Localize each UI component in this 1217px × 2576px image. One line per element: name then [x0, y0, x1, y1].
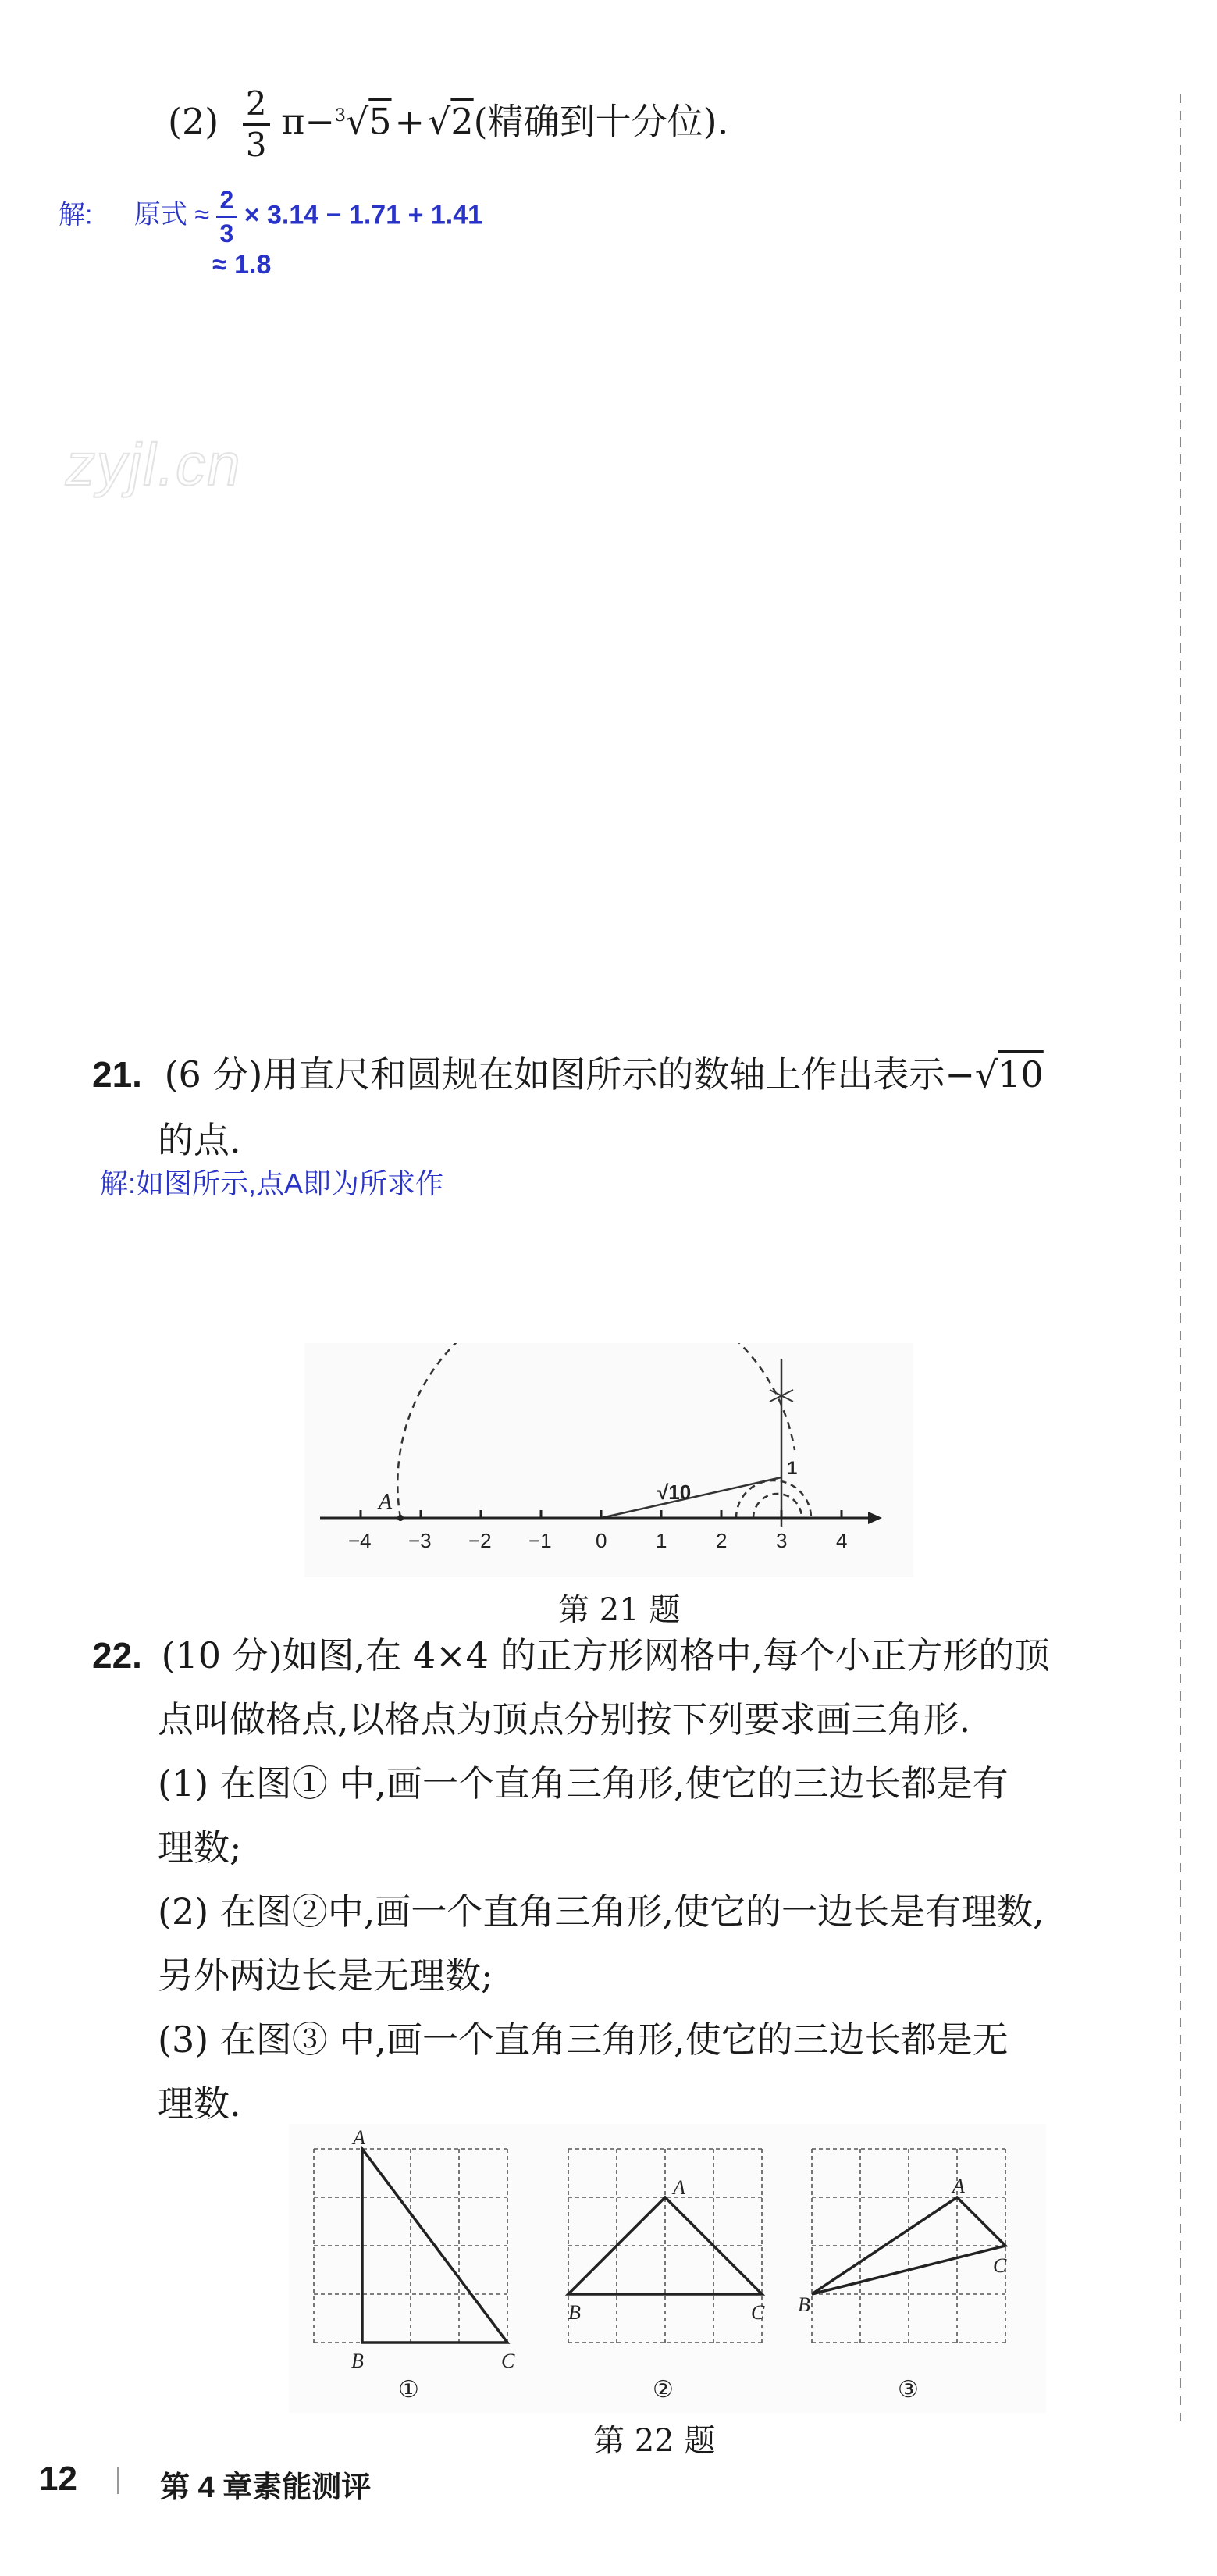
- plus-sign: +: [394, 100, 425, 143]
- radical-sign: √: [428, 100, 451, 143]
- grid2-label-C: C: [751, 2301, 765, 2324]
- axis-tick-label: −2: [468, 1529, 492, 1552]
- grid2-label-B: B: [568, 2301, 581, 2324]
- pi-symbol: π: [281, 100, 305, 143]
- problem-text: (10 分)如图,在 4×4 的正方形网格中,每个小正方形的顶: [161, 1634, 1051, 1676]
- problem-22-line1: [92, 1630, 1050, 1680]
- problem-text: (6 分)用直尺和圆规在如图所示的数轴上作出表示−: [164, 1053, 975, 1096]
- problem-21-line2: 的点.: [158, 1119, 241, 1161]
- problem-22-part1-line2: 理数;: [158, 1826, 242, 1869]
- radical-sign: √: [345, 100, 369, 143]
- axis-tick-label: 0: [596, 1529, 607, 1552]
- solution-20-line2: ≈ 1.8: [212, 250, 272, 280]
- grid1-label-A: A: [353, 2126, 365, 2149]
- figure-21-number-line: [304, 1343, 913, 1577]
- footer-separator: [117, 2467, 119, 2494]
- part-prefix: (2): [168, 100, 219, 143]
- grid3-label-C: C: [993, 2254, 1007, 2277]
- axis-tick-label: 2: [716, 1529, 728, 1552]
- chapter-title: 第 4 章素能测评: [160, 2471, 372, 2504]
- solution-line1-prefix: 原式 ≈: [133, 200, 210, 230]
- fraction-two-thirds: $\frac{2}{3}$: [243, 87, 270, 162]
- solution-line1-rest: × 3.14 − 1.71 + 1.41: [244, 200, 483, 230]
- grid2-id: ②: [653, 2376, 674, 2403]
- axis-tick-label: 1: [656, 1529, 667, 1552]
- minus-sign: −: [304, 100, 335, 143]
- problem-22-part3-line2: 理数.: [158, 2083, 241, 2125]
- grid3-id: ③: [898, 2376, 919, 2403]
- grid3-label-B: B: [798, 2293, 810, 2316]
- sqrt-radicand: 2: [450, 100, 474, 143]
- problem-21: [92, 1049, 1044, 1099]
- problem-22-part3-line1: (3) 在图③ 中,画一个直角三角形,使它的三边长都是无: [158, 2018, 1009, 2061]
- axis-tick-label: 4: [836, 1529, 848, 1552]
- point-A-label: A: [379, 1490, 393, 1514]
- cbrt-radicand: 5: [368, 100, 392, 143]
- problem-20-part-2: [168, 84, 729, 164]
- solution-20: [59, 187, 482, 246]
- figure-background: [304, 1343, 913, 1577]
- radical-sign: √: [974, 1053, 998, 1096]
- problem-22-part1-line1: (1) 在图① 中,画一个直角三角形,使它的三边长都是有: [158, 1762, 1009, 1805]
- grid3-label-A: A: [952, 2175, 965, 2197]
- figure-background: [289, 2124, 1046, 2413]
- problem-22-line2: 点叫做格点,以格点为顶点分别按下列要求画三角形.: [158, 1698, 971, 1740]
- figure-22-caption: 第 22 题: [593, 2423, 716, 2459]
- grid1-id: ①: [398, 2376, 419, 2403]
- axis-tick-label: −4: [348, 1529, 372, 1552]
- axis-tick-label: −3: [408, 1529, 432, 1552]
- margin-dash-line: [1177, 94, 1183, 2421]
- solution-label: 解:: [59, 200, 93, 230]
- point-A: [397, 1515, 404, 1521]
- grid1-label-B: B: [351, 2350, 364, 2372]
- cbrt-index: 3: [334, 106, 346, 126]
- unit-length-label: 1: [787, 1458, 798, 1479]
- problem-number: 22.: [92, 1635, 142, 1676]
- problem-22-part2-line1: (2) 在图②中,画一个直角三角形,使它的一边长是有理数,: [158, 1890, 1044, 1933]
- solution-fraction: $\frac{2}{3}$: [216, 187, 237, 246]
- precision-note: (精确到十分位).: [473, 100, 729, 143]
- figure-21-caption: 第 21 题: [558, 1592, 681, 1628]
- page-number: 12: [39, 2460, 77, 2498]
- problem-22-part2-line2: 另外两边长是无理数;: [158, 1954, 493, 1997]
- axis-tick-label: 3: [776, 1529, 788, 1552]
- solution-21: 解:如图所示,点A即为所求作: [100, 1167, 444, 1199]
- radicand-10: 10: [998, 1053, 1044, 1096]
- watermark: zyjl.cn: [60, 432, 248, 498]
- grid1-label-C: C: [501, 2350, 515, 2372]
- sqrt10-label: √10: [657, 1480, 692, 1504]
- problem-number: 21.: [92, 1054, 142, 1095]
- figure-22-grids: [289, 2124, 1046, 2413]
- axis-tick-label: −1: [528, 1529, 552, 1552]
- grid2-label-A: A: [673, 2176, 685, 2199]
